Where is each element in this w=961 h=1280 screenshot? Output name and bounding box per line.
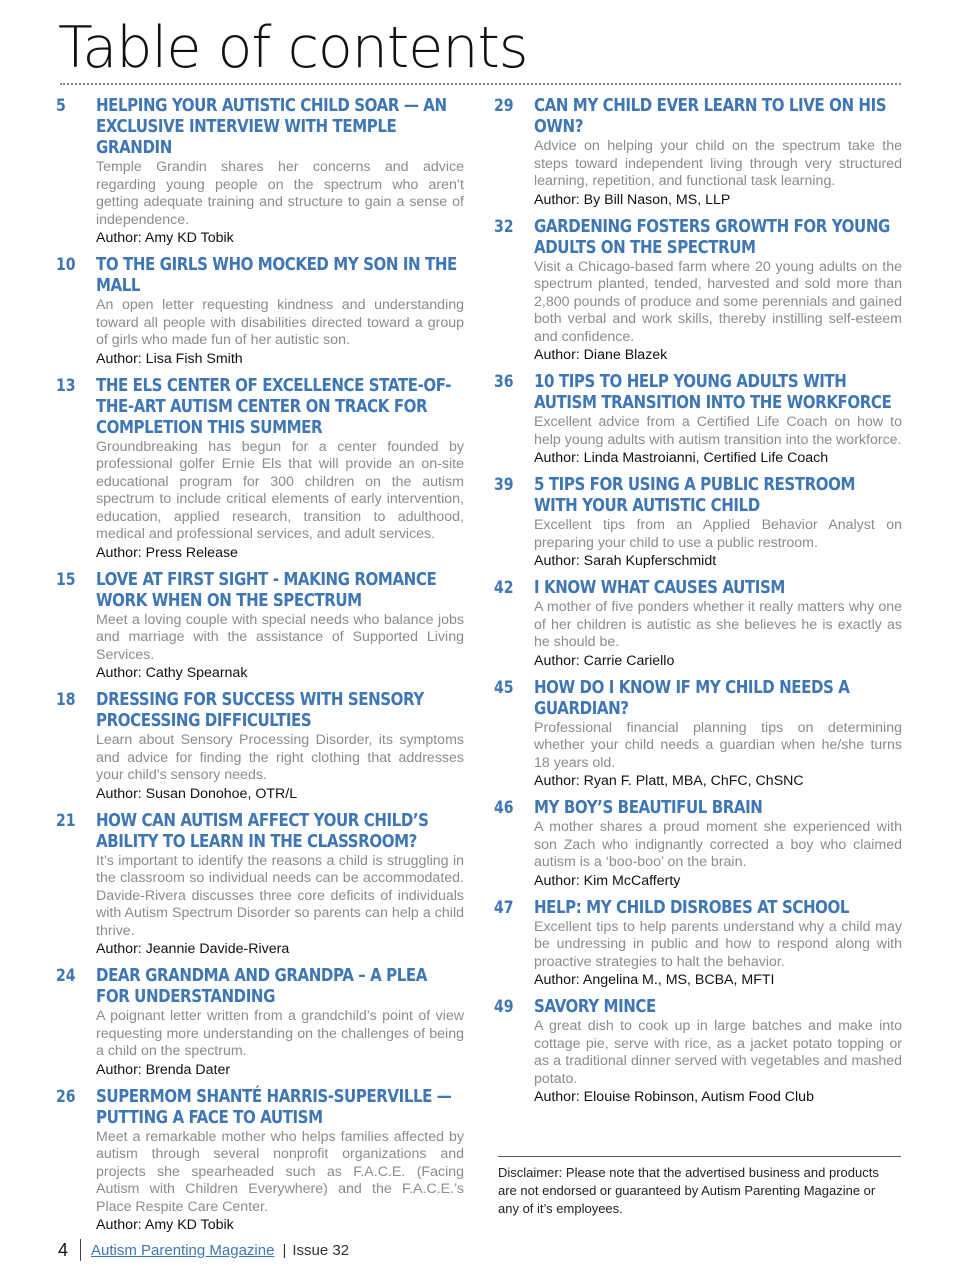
toc-description: Excellent tips from an Applied Behavior Analyst on preparing your child to use a public restroom. bbox=[534, 517, 902, 551]
toc-entry[interactable] bbox=[56, 96, 464, 247]
toc-author: Author: Press Release bbox=[96, 544, 238, 561]
toc-title[interactable]: HOW DO I KNOW IF MY CHILD NEEDS A GUARDIAN? bbox=[534, 677, 850, 719]
toc-page-number: 39 bbox=[494, 475, 514, 495]
toc-page-number: 18 bbox=[56, 690, 76, 710]
toc-title[interactable]: LOVE AT FIRST SIGHT - MAKING ROMANCE WORK WHEN ON THE SPECTRUM bbox=[96, 569, 437, 611]
toc-description: It’s important to identify the reasons a child is struggling in the classroom so individual needs can be accommodated. Davide-Rivera discusses three core deficits of individuals with Autism Spectrum Disorder so parents can help a child thrive. bbox=[96, 852, 464, 939]
toc-page-number: 15 bbox=[56, 569, 76, 590]
toc-entry[interactable] bbox=[56, 811, 464, 959]
toc-description: A mother of five ponders whether it really matters why one of her children is autistic as she believes he is exactly as he should be. bbox=[534, 599, 902, 650]
toc-page-number: 5 bbox=[56, 96, 66, 116]
toc-page-number: 24 bbox=[56, 966, 76, 986]
toc-page-number: 46 bbox=[494, 798, 514, 818]
toc-entry[interactable] bbox=[494, 372, 902, 467]
toc-title[interactable]: HELP: MY CHILD DISROBES AT SCHOOL bbox=[534, 897, 850, 918]
toc-description: Meet a remarkable mother who helps families affected by autism through several nonprofit organizations and projects she spearheaded such as F.A.C.E. (Facing Autism with Children Everywhere) and the F.A.C.E.’s Place Respite Care Center. bbox=[96, 1128, 464, 1215]
toc-author: Author: Amy KD Tobik bbox=[96, 1217, 234, 1233]
toc-author: Author: By Bill Nason, MS, LLP bbox=[534, 191, 731, 208]
toc-title[interactable]: DEAR GRANDMA AND GRANDPA – A PLEA FOR UNDERSTANDING bbox=[96, 966, 427, 1007]
toc-page-number: 13 bbox=[56, 375, 76, 396]
toc-description: Excellent tips to help parents understand why a child may be undressing in public and how to respond along with proactive strategies to halt the behavior. bbox=[534, 918, 902, 970]
toc-description: Temple Grandin shares her concerns and advice regarding young people on the spectrum who aren’t getting adequate training and structure to gain a sense of independence. bbox=[96, 159, 464, 228]
toc-entry[interactable] bbox=[56, 1087, 464, 1235]
toc-author: Author: Lisa Fish Smith bbox=[96, 350, 243, 367]
toc-title[interactable]: GARDENING FOSTERS GROWTH FOR YOUNG ADULTS ON THE SPECTRUM bbox=[534, 216, 890, 258]
toc-description: A great dish to cook up in large batches and make into cottage pie, serve with rice, as a jacket potato topping or as a traditional dinner served with vegetables and mashed potato. bbox=[534, 1018, 902, 1087]
toc-entry[interactable] bbox=[494, 475, 902, 570]
toc-title[interactable]: SUPERMOM SHANTÉ HARRIS-SUPERVILLE — PUTTING A FACE TO AUTISM bbox=[96, 1086, 452, 1128]
toc-title[interactable]: 10 TIPS TO HELP YOUNG ADULTS WITH AUTISM TRANSITION INTO THE WORKFORCE bbox=[534, 372, 892, 413]
toc-entry[interactable] bbox=[56, 690, 464, 803]
toc-title[interactable]: MY BOY’S BEAUTIFUL BRAIN bbox=[534, 798, 763, 818]
toc-page-number: 36 bbox=[494, 372, 514, 392]
right-column bbox=[494, 96, 902, 1114]
toc-description: Groundbreaking has begun for a center founded by professional golfer Ernie Els that will provide an on-site educational program for 300 children on the autism spectrum to include critical elements of early intervention, education, applied research, transition to adulthood, medical and professional services, and adult services. bbox=[96, 438, 464, 542]
toc-title[interactable]: HOW CAN AUTISM AFFECT YOUR CHILD’S ABILITY TO LEARN IN THE CLASSROOM? bbox=[96, 810, 429, 852]
toc-description: A mother shares a proud moment she experienced with son Zach who indignantly corrected a boy who claimed autism is a ‘boo-boo’ on the brain. bbox=[534, 819, 902, 870]
toc-title[interactable]: 5 TIPS FOR USING A PUBLIC RESTROOM WITH YOUR AUTISTIC CHILD bbox=[534, 475, 856, 516]
toc-author: Author: Kim McCafferty bbox=[534, 872, 681, 889]
toc-entry[interactable] bbox=[494, 898, 902, 990]
toc-author: Author: Sarah Kupferschmidt bbox=[534, 553, 717, 569]
page-footer bbox=[58, 1239, 349, 1261]
toc-description: Excellent advice from a Certified Life Coach on how to help young adults with autism transition into the workforce. bbox=[534, 414, 902, 448]
toc-page-number: 45 bbox=[494, 677, 514, 698]
left-column bbox=[56, 96, 464, 1242]
toc-title[interactable]: THE ELS CENTER OF EXCELLENCE STATE-OF-THE-ART AUTISM CENTER ON TRACK FOR COMPLETION THIS SUMMER bbox=[96, 375, 451, 438]
toc-description: Visit a Chicago-based farm where 20 young adults on the spectrum planted, tended, harvested and sold more than 2,800 pounds of produce and some perennials and gained both verbal and work skills, thereby instilling self-esteem and confidence. bbox=[534, 258, 902, 345]
toc-title[interactable]: SAVORY MINCE bbox=[534, 997, 656, 1017]
issue-label: Issue 32 bbox=[292, 1241, 350, 1259]
toc-author: Author: Elouise Robinson, Autism Food Club bbox=[534, 1089, 814, 1105]
footer-separator: | bbox=[282, 1241, 287, 1259]
toc-entry[interactable] bbox=[56, 255, 464, 368]
toc-author: Author: Ryan F. Platt, MBA, ChFC, ChSNC bbox=[534, 773, 804, 789]
toc-page-number: 26 bbox=[56, 1086, 76, 1107]
toc-author: Author: Jeannie Davide-Rivera bbox=[96, 941, 290, 957]
toc-entry[interactable] bbox=[494, 217, 902, 365]
toc-description: An open letter requesting kindness and understanding toward all people with disabilities directed toward a group of girls who made fun of her autistic son. bbox=[96, 297, 464, 348]
toc-author: Author: Cathy Spearnak bbox=[96, 665, 248, 681]
footer-divider bbox=[80, 1239, 81, 1261]
disclaimer-text: Disclaimer: Please note that the advertised business and products are not endorsed or guaranteed by Autism Parenting Magazine or any of it’s employees. bbox=[498, 1165, 879, 1216]
disclaimer-divider bbox=[498, 1156, 901, 1157]
dotted-divider bbox=[60, 83, 901, 85]
toc-title[interactable]: HELPING YOUR AUTISTIC CHILD SOAR — AN EXCLUSIVE INTERVIEW WITH TEMPLE GRANDIN bbox=[96, 96, 447, 158]
toc-title[interactable]: CAN MY CHILD EVER LEARN TO LIVE ON HIS OWN? bbox=[534, 96, 887, 137]
footer-page-number: 4 bbox=[58, 1239, 69, 1260]
toc-page-number: 42 bbox=[494, 578, 514, 598]
toc-description: A poignant letter written from a grandchild’s point of view requesting more understanding on the challenges of being a child on the spectrum. bbox=[96, 1008, 464, 1059]
toc-page-number: 10 bbox=[56, 255, 76, 275]
toc-author: Author: Brenda Dater bbox=[96, 1061, 231, 1078]
toc-title[interactable]: DRESSING FOR SUCCESS WITH SENSORY PROCESSING DIFFICULTIES bbox=[96, 690, 424, 731]
toc-page-number: 49 bbox=[494, 997, 514, 1017]
toc-author: Author: Diane Blazek bbox=[534, 347, 668, 363]
toc-entry[interactable] bbox=[494, 798, 902, 890]
toc-author: Author: Amy KD Tobik bbox=[96, 230, 234, 246]
toc-author: Author: Susan Donohoe, OTR/L bbox=[96, 785, 298, 802]
toc-page-number: 29 bbox=[494, 96, 514, 116]
magazine-link[interactable]: Autism Parenting Magazine bbox=[91, 1241, 275, 1259]
toc-entry[interactable] bbox=[494, 578, 902, 670]
toc-entry[interactable] bbox=[494, 678, 902, 791]
toc-entry[interactable] bbox=[494, 96, 902, 209]
toc-page-number: 47 bbox=[494, 897, 514, 918]
toc-description: Learn about Sensory Processing Disorder, its symptoms and advice for finding the right clothing that addresses your child’s sensory needs. bbox=[96, 732, 464, 783]
toc-entry[interactable] bbox=[494, 997, 902, 1106]
toc-description: Advice on helping your child on the spectrum take the steps toward independent living through very structured learning, repetition, and functional task learning. bbox=[534, 138, 902, 189]
toc-entry[interactable] bbox=[56, 570, 464, 683]
toc-author: Author: Angelina M., MS, BCBA, MFTI bbox=[534, 972, 775, 988]
toc-title[interactable]: TO THE GIRLS WHO MOCKED MY SON IN THE MALL bbox=[96, 255, 457, 296]
toc-author: Author: Linda Mastroianni, Certified Life Coach bbox=[534, 450, 829, 466]
page-title: Table of contents bbox=[58, 15, 528, 81]
toc-description: Meet a loving couple with special needs who balance jobs and marriage with the assistance of Supported Living Services. bbox=[96, 611, 464, 663]
toc-page-number: 32 bbox=[494, 216, 514, 237]
toc-description: Professional financial planning tips on determining whether your child needs a guardian when he/she turns 18 years old. bbox=[534, 719, 902, 771]
toc-title[interactable]: I KNOW WHAT CAUSES AUTISM bbox=[534, 578, 785, 598]
toc-author: Author: Carrie Cariello bbox=[534, 652, 675, 669]
toc-entry[interactable] bbox=[56, 376, 464, 562]
toc-page-number: 21 bbox=[56, 810, 76, 831]
toc-entry[interactable] bbox=[56, 966, 464, 1079]
